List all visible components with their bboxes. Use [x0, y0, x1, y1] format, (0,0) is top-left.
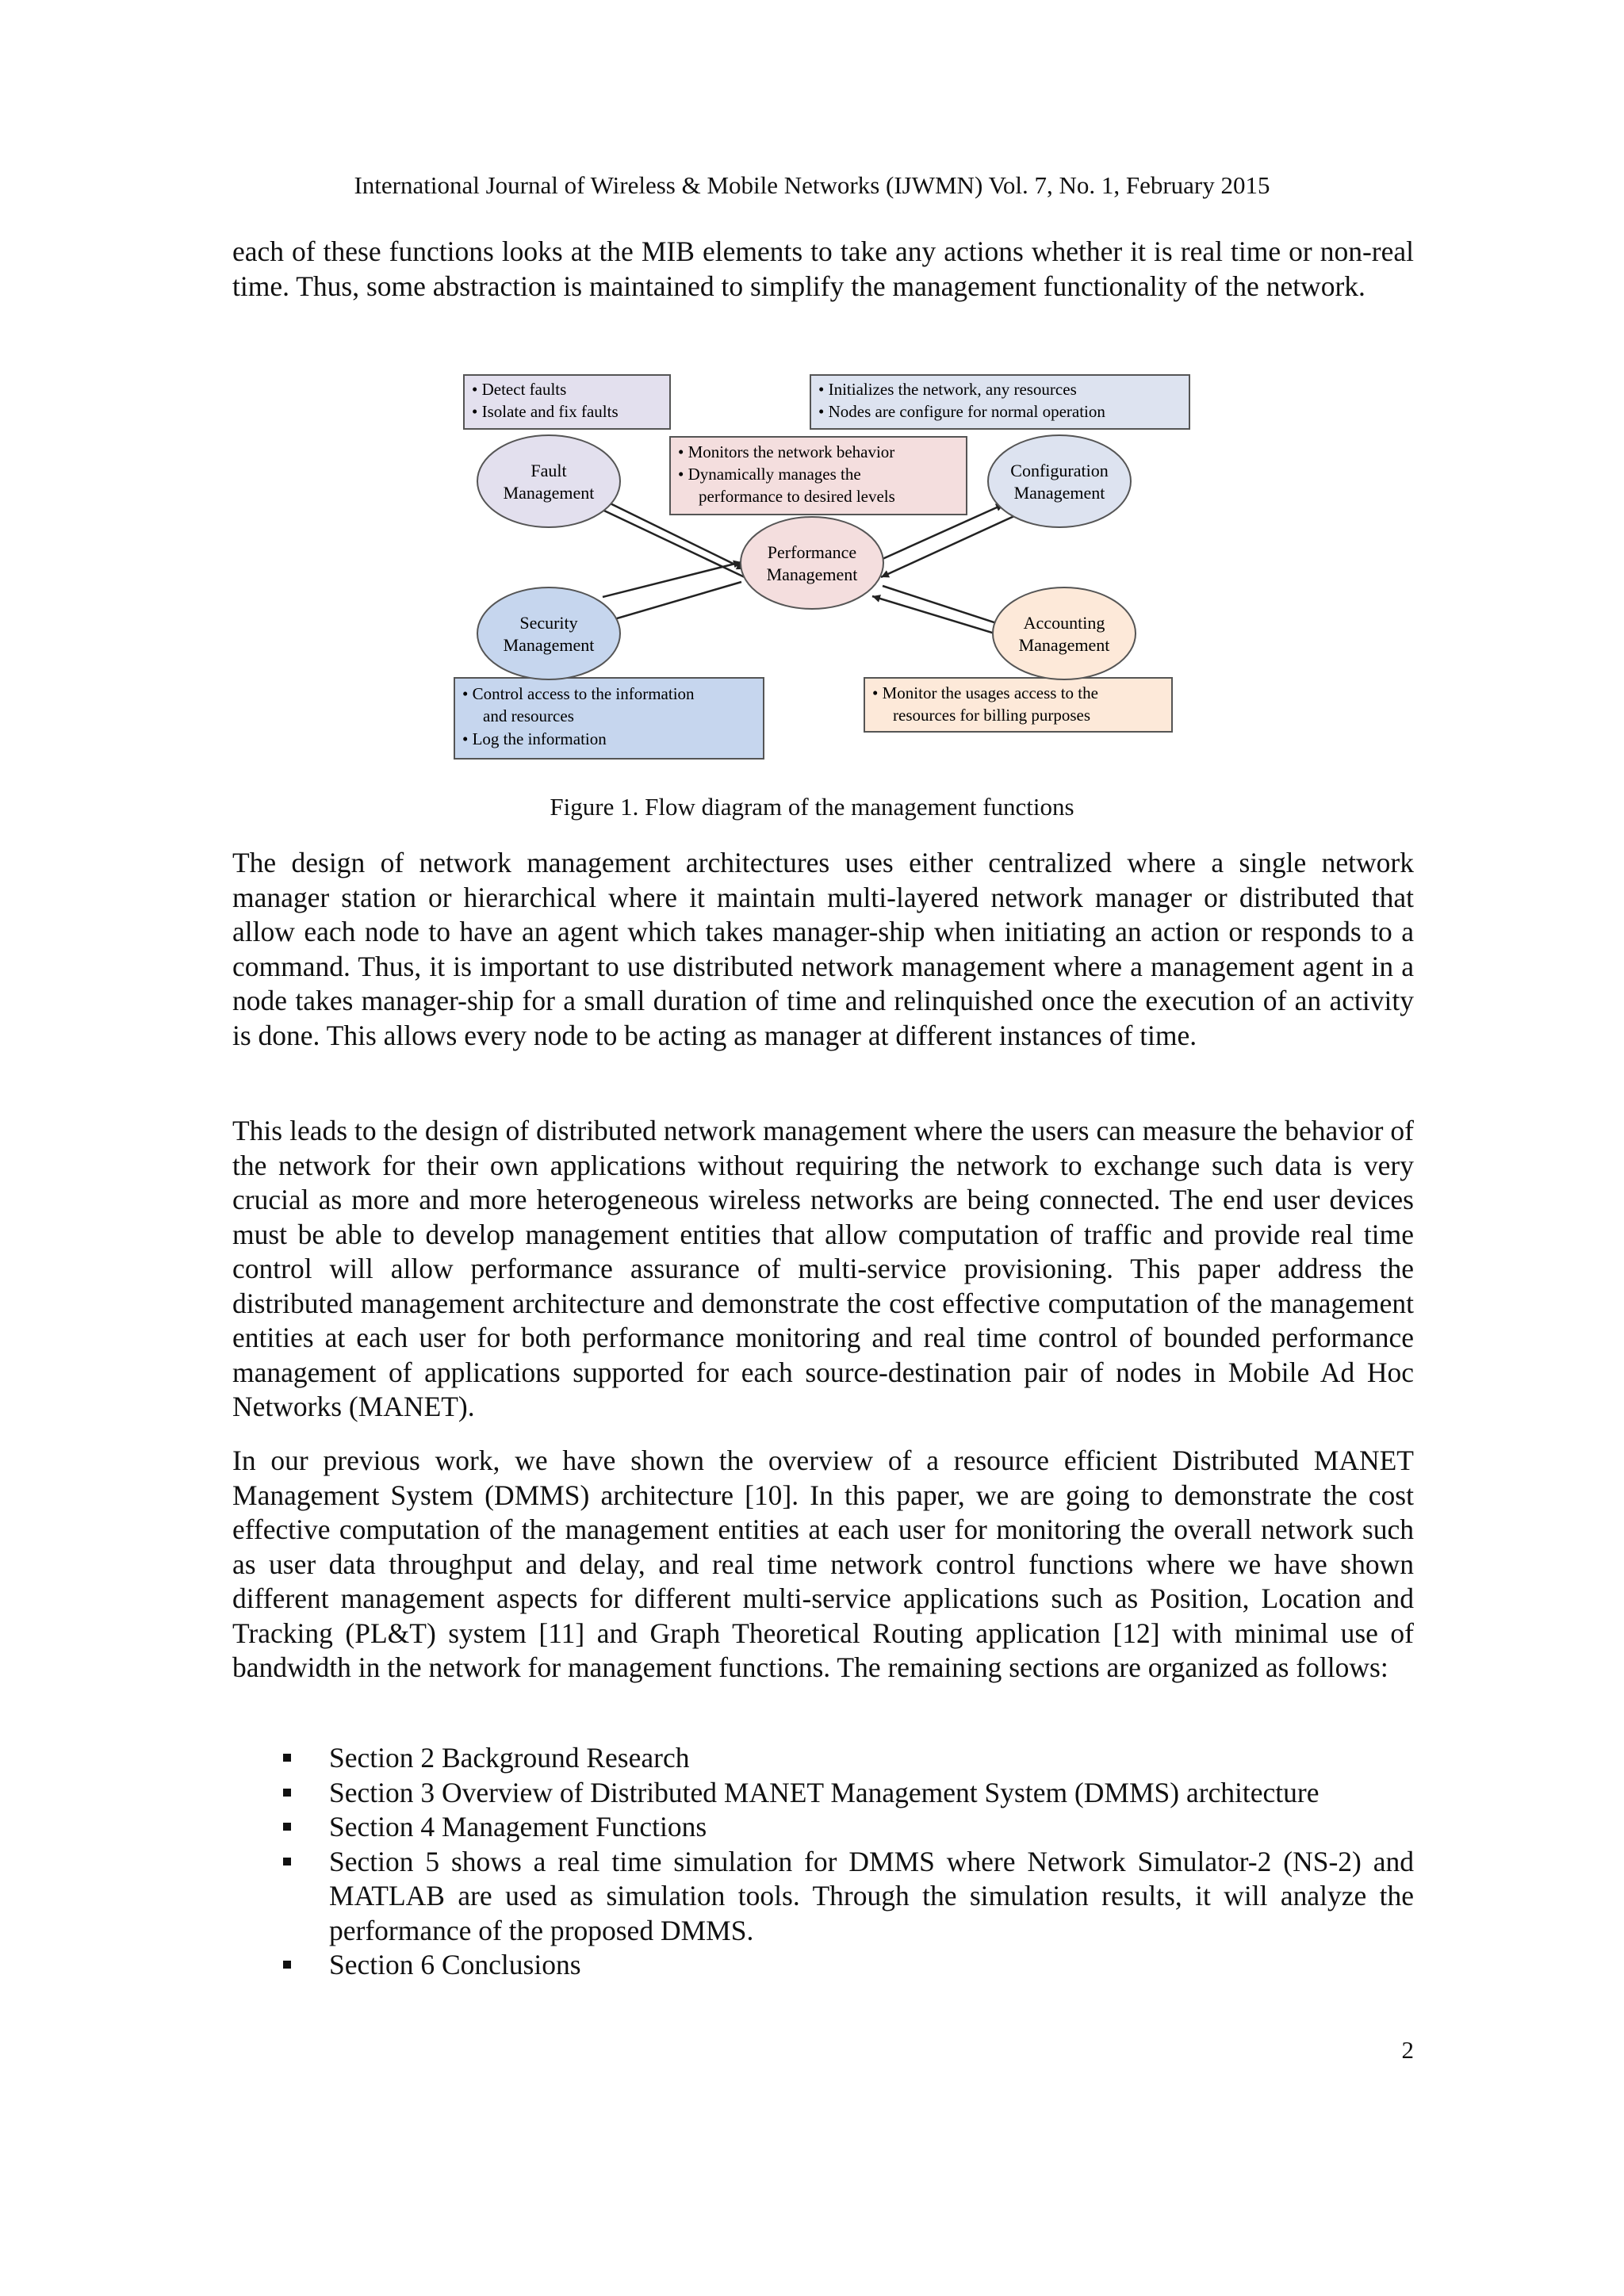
configuration-management-node	[988, 435, 1131, 527]
arrow-performance-to-accounting	[883, 586, 1013, 629]
security-label-2: Management	[503, 635, 595, 655]
security-bullet-box	[454, 678, 764, 759]
performance-bullet-2: • Dynamically manages the	[678, 465, 861, 484]
performance-bullet-1: • Monitors the network behavior	[678, 442, 895, 461]
list-item-text: Section 2 Background Research	[329, 1742, 690, 1774]
fault-bullet-2: • Isolate and fix faults	[472, 402, 619, 421]
page-number: 2	[1401, 2036, 1414, 2064]
configuration-bullet-2: • Nodes are configure for normal operation	[818, 402, 1105, 421]
configuration-label-1: Configuration	[1010, 461, 1109, 480]
fault-management-node	[477, 435, 620, 527]
configuration-bullet-1: • Initializes the network, any resources	[818, 380, 1077, 399]
paragraph-distributed: This leads to the design of distributed network management where the users can measure the behavior of the network for their own applications without requiring the network to exchange such data is very crucial as more and more heterogeneous wireless networks are being connected. The end user devices must be able to develop management entities that allow computation of traffic and provide real time control will allow performance assurance of multi-service provisioning. This paper address the distributed management architecture and demonstrate the cost effective computation of the management entities at each user for both performance monitoring and real time control of bounded performance management of applications supported for each source-destination pair of nodes in Mobile Ad Hoc Networks (MANET).	[232, 1115, 1414, 1422]
arrow-performance-to-security	[603, 582, 741, 622]
bullet-square-icon	[283, 1858, 291, 1866]
accounting-bullet-1-cont: resources for billing purposes	[893, 706, 1091, 725]
bullet-square-icon	[283, 1823, 291, 1831]
journal-header: International Journal of Wireless & Mobile Networks (IJWMN) Vol. 7, No. 1, February 2015	[354, 171, 1270, 199]
paragraph-previous-work: In our previous work, we have shown the overview of a resource efficient Distributed MANET Management System (DMMS) architecture [10]. In this paper, we are going to demonstrate the cost effective computation of the management entities at each user for monitoring the overall network such as user data throughput and delay, and real time network control functions where we have shown different management aspects for different multi-service applications such as Position, Location and Tracking (PL&T) system [11] and Graph Theoretical Routing application [12] with minimal use of bandwidth in the network for management functions. The remaining sections are organized as follows:	[232, 1445, 1414, 1683]
configuration-ellipse	[988, 435, 1131, 527]
accounting-ellipse	[993, 587, 1136, 679]
list-item-text: Section 5 shows a real time simulation for DMMS where Network Simulator-2 (NS-2) and MATLAB are used as simulation tools. Through the simulation results, it will analyze the performance of the proposed DMMS.	[329, 1845, 1414, 1946]
performance-label-2: Management	[766, 564, 858, 584]
security-bullet-1: • Control access to the information	[462, 684, 695, 703]
list-item-text: Section 3 Overview of Distributed MANET Management System (DMMS) architecture	[329, 1776, 1320, 1808]
fault-label-2: Management	[503, 483, 595, 503]
list-item	[232, 1810, 1414, 1845]
list-item-text: Section 4 Management Functions	[329, 1811, 707, 1843]
security-management-node	[477, 587, 620, 679]
arrow-accounting-to-performance	[872, 596, 1010, 638]
arrow-security-to-performance	[603, 562, 741, 597]
fault-ellipse	[477, 435, 620, 527]
accounting-label-1: Accounting	[1023, 613, 1105, 633]
performance-bullet-box	[670, 437, 967, 515]
configuration-label-2: Management	[1013, 483, 1105, 503]
accounting-label-2: Management	[1018, 635, 1110, 655]
figure-caption: Figure 1. Flow diagram of the management functions	[550, 793, 1074, 821]
security-bullet-1-cont: and resources	[483, 706, 574, 725]
list-item-text: Section 6 Conclusions	[329, 1949, 581, 1980]
configuration-bullet-box	[810, 375, 1189, 429]
fault-bullet-1: • Detect faults	[472, 380, 567, 399]
performance-management-node	[741, 517, 883, 609]
security-ellipse	[477, 587, 620, 679]
list-item	[232, 1776, 1414, 1811]
security-bullet-2: • Log the information	[462, 729, 607, 748]
security-label-1: Security	[519, 613, 578, 633]
accounting-management-node	[993, 587, 1136, 679]
performance-label-1: Performance	[767, 542, 857, 562]
fault-bullet-box	[464, 375, 670, 429]
paragraph-intro: each of these functions looks at the MIB elements to take any actions whether it is real time or non-real time. Thus, some abstraction is maintained to simplify the management functionality of the network.	[232, 235, 1414, 302]
list-item	[232, 1948, 1414, 1983]
list-item	[232, 1741, 1414, 1776]
list-item	[232, 1845, 1414, 1949]
performance-ellipse	[741, 517, 883, 609]
performance-bullet-2-cont: performance to desired levels	[699, 487, 895, 506]
accounting-bullet-1: • Monitor the usages access to the	[872, 683, 1098, 702]
paragraph-architectures: The design of network management architectures uses either centralized where a single network manager station or hierarchical where it maintain multi-layered network manager or distributed that allow each node to have an agent which takes manager-ship when initiating an action or responds to a command. Thus, it is important to use distributed network management where a management agent in a node takes manager-ship for a small duration of time and relinquished once the execution of an activity is done. This allows every node to be acting as manager at different instances of time.	[232, 847, 1414, 1051]
fault-label-1: Fault	[530, 461, 567, 480]
management-flow-diagram	[444, 369, 1205, 765]
section-list	[232, 1741, 1414, 1983]
bullet-square-icon	[283, 1961, 291, 1969]
bullet-square-icon	[283, 1754, 291, 1762]
accounting-bullet-box	[864, 678, 1172, 732]
arrow-configuration-to-performance	[881, 516, 1014, 577]
bullet-square-icon	[283, 1789, 291, 1797]
